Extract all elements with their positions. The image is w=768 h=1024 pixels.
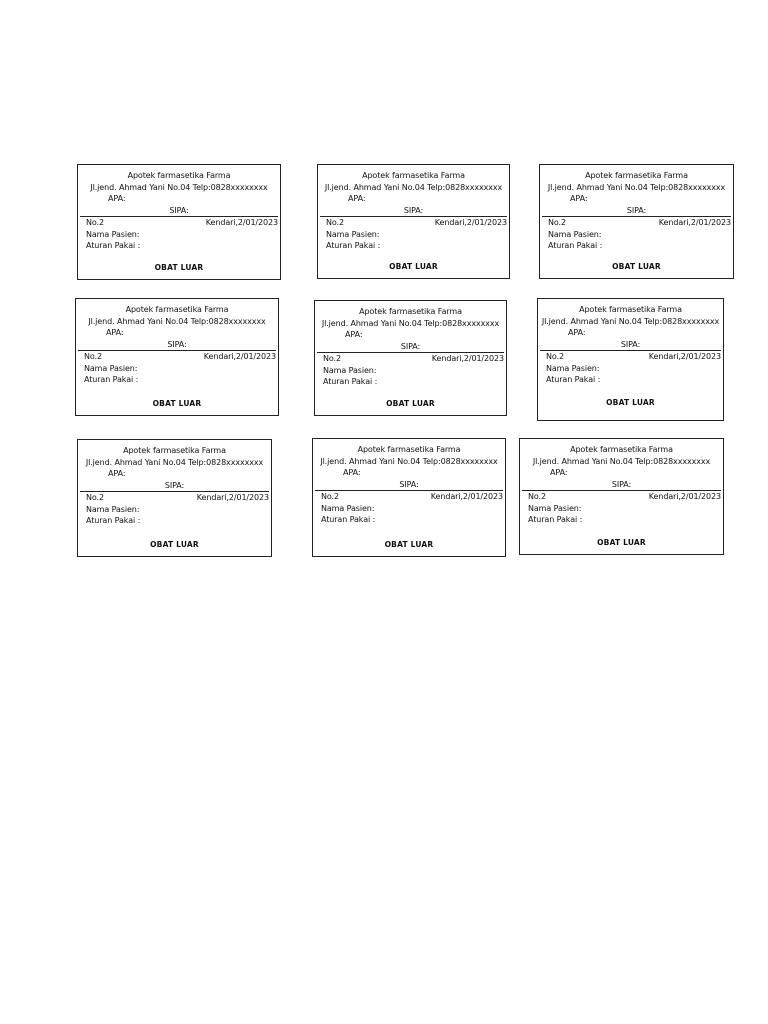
usage-rules-field: Aturan Pakai : [528,515,583,524]
sipa-field: SIPA: [164,480,185,490]
prescription-number: No.2 [86,493,104,502]
place-date: Kendari,2/01/2023 [658,218,731,227]
pharmacy-name: Apotek farmasetika Farma [357,445,461,454]
number-date-row [78,217,280,229]
sipa-field: SIPA: [400,341,421,351]
medicine-label [314,300,507,416]
prescription-number: No.2 [321,492,339,501]
medicine-label [77,439,272,557]
pharmacy-name: Apotek farmasetika Farma [359,307,462,316]
usage-type: OBAT LUAR [154,262,204,272]
patient-name-field: Nama Pasien: [86,504,140,514]
usage-rules-field: Aturan Pakai : [86,516,141,525]
prescription-number: No.2 [86,218,104,227]
place-date: Kendari,2/01/2023 [648,352,721,361]
usage-type: OBAT LUAR [597,537,646,547]
pharmacy-name: Apotek farmasetika Farma [123,446,226,455]
usage-rules-field: Aturan Pakai : [323,377,378,386]
place-date: Kendari,2/01/2023 [431,354,504,363]
pharmacy-address: Jl.jend. Ahmad Yani No.04 Telp:0828xxxxxxxx [90,182,268,192]
usage-type: OBAT LUAR [152,398,202,408]
usage-rules-field: Aturan Pakai : [548,241,603,250]
medicine-label [537,298,724,421]
pharmacy-address: Jl.jend. Ahmad Yani No.04 Telp:0828xxxxxxxx [532,456,711,466]
patient-name-field: Nama Pasien: [321,503,375,513]
apa-field: APA: [345,330,363,339]
number-date-row [538,351,723,363]
usage-type: OBAT LUAR [612,261,661,271]
usage-type: OBAT LUAR [384,539,434,549]
apa-field: APA: [108,194,126,203]
sipa-field: SIPA: [167,339,187,349]
place-date: Kendari,2/01/2023 [203,352,276,361]
prescription-number: No.2 [326,218,344,227]
medicine-label [539,164,734,279]
usage-rules-field: Aturan Pakai : [326,241,381,250]
usage-rules-field: Aturan Pakai : [86,241,141,250]
sipa-field: SIPA: [620,339,641,349]
pharmacy-name: Apotek farmasetika Farma [570,445,673,454]
prescription-number: No.2 [323,354,341,363]
patient-name-field: Nama Pasien: [84,363,138,373]
patient-name-field: Nama Pasien: [86,229,140,239]
medicine-label [519,438,724,555]
usage-type: OBAT LUAR [386,398,435,408]
prescription-number: No.2 [528,492,546,501]
patient-name-field: Nama Pasien: [546,363,600,373]
sipa-field: SIPA: [626,205,647,215]
usage-type: OBAT LUAR [389,261,438,271]
apa-field: APA: [348,194,366,203]
usage-rules-field: Aturan Pakai : [321,515,376,524]
prescription-number: No.2 [84,352,102,361]
sipa-field: SIPA: [611,479,632,489]
number-date-row [318,217,509,229]
pharmacy-name: Apotek farmasetika Farma [579,305,682,314]
medicine-label [317,164,510,279]
pharmacy-address: Jl.jend. Ahmad Yani No.04 Telp:0828xxxxxxxx [324,182,503,192]
number-date-row [540,217,733,229]
apa-field: APA: [343,468,361,477]
pharmacy-name: Apotek farmasetika Farma [125,305,229,314]
usage-type: OBAT LUAR [150,539,199,549]
place-date: Kendari,2/01/2023 [430,492,503,501]
pharmacy-address: Jl.jend. Ahmad Yani No.04 Telp:0828xxxxxxxx [547,182,726,192]
patient-name-field: Nama Pasien: [326,229,380,239]
place-date: Kendari,2/01/2023 [648,492,721,501]
patient-name-field: Nama Pasien: [548,229,602,239]
place-date: Kendari,2/01/2023 [196,493,269,502]
pharmacy-address: Jl.jend. Ahmad Yani No.04 Telp:0828xxxxxxxx [88,316,266,326]
sipa-field: SIPA: [403,205,424,215]
number-date-row [520,491,723,503]
apa-field: APA: [570,194,588,203]
pharmacy-name: Apotek farmasetika Farma [362,171,465,180]
place-date: Kendari,2/01/2023 [434,218,507,227]
patient-name-field: Nama Pasien: [323,365,377,375]
patient-name-field: Nama Pasien: [528,503,582,513]
pharmacy-address: Jl.jend. Ahmad Yani No.04 Telp:0828xxxxxxxx [320,456,498,466]
pharmacy-name: Apotek farmasetika Farma [585,171,688,180]
number-date-row [76,351,278,363]
usage-rules-field: Aturan Pakai : [546,375,601,384]
prescription-number: No.2 [546,352,564,361]
usage-type: OBAT LUAR [606,397,655,407]
number-date-row [313,491,505,503]
pharmacy-name: Apotek farmasetika Farma [127,171,231,180]
medicine-label [77,164,281,280]
medicine-label [75,298,279,416]
number-date-row [78,492,271,504]
number-date-row [315,353,506,365]
pharmacy-address: Jl.jend. Ahmad Yani No.04 Telp:0828xxxxxxxx [85,457,264,467]
place-date: Kendari,2/01/2023 [205,218,278,227]
prescription-number: No.2 [548,218,566,227]
pharmacy-address: Jl.jend. Ahmad Yani No.04 Telp:0828xxxxxxxx [541,316,720,326]
apa-field: APA: [108,469,126,478]
apa-field: APA: [568,328,586,337]
sipa-field: SIPA: [169,205,189,215]
pharmacy-address: Jl.jend. Ahmad Yani No.04 Telp:0828xxxxxxxx [321,318,500,328]
apa-field: APA: [550,468,568,477]
medicine-label [312,438,506,557]
apa-field: APA: [106,328,124,337]
sipa-field: SIPA: [399,479,419,489]
usage-rules-field: Aturan Pakai : [84,375,139,384]
